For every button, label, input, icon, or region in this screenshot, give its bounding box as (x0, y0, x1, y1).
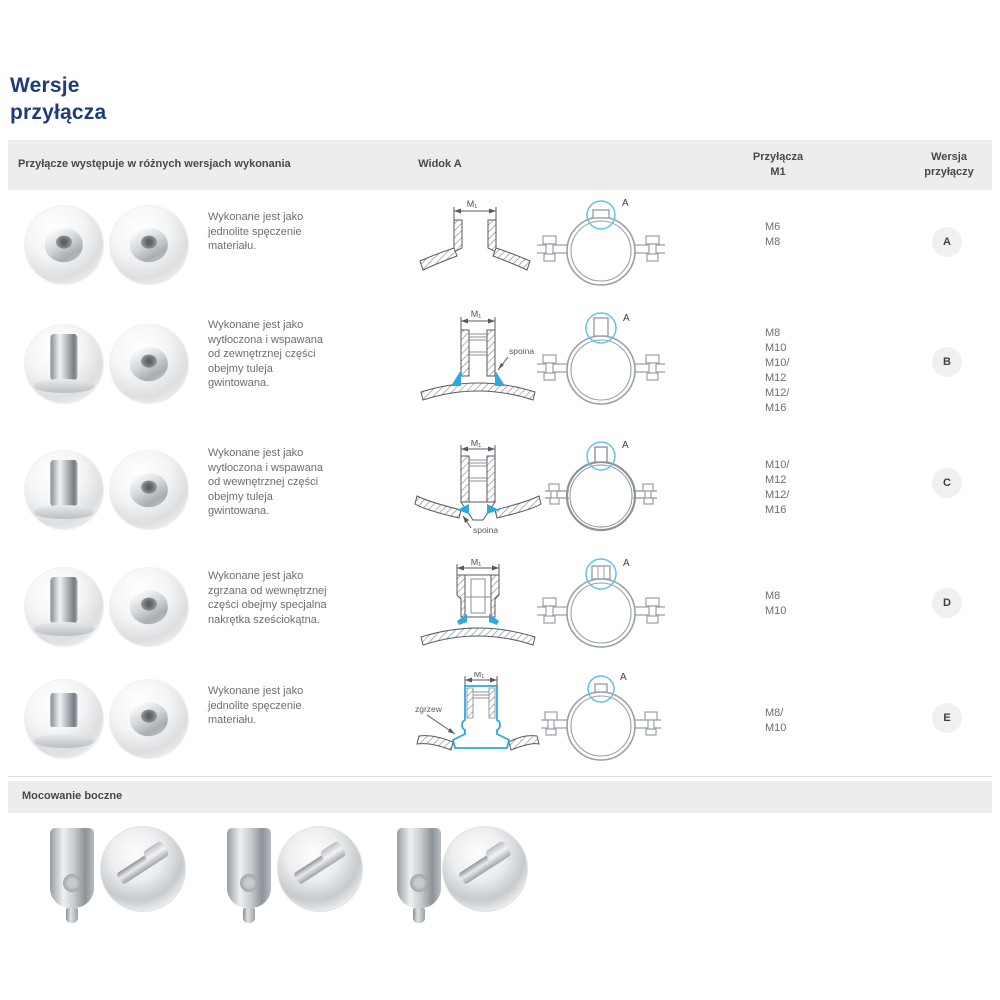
weld-label: spoina (473, 525, 499, 535)
product-photo (109, 450, 189, 530)
clamp-view-drawing (523, 668, 673, 768)
table-row-version-c (8, 428, 992, 554)
version-badge: D (932, 588, 962, 618)
clamp-detail-photo (100, 826, 186, 912)
view-marker: A (623, 313, 630, 324)
product-photo (24, 324, 104, 404)
thread-sizes: M8 M10 M10/ M12 M12/ M16 (765, 327, 790, 414)
side-mounting-photo-group (347, 824, 547, 944)
weld-label: spoina (509, 346, 535, 356)
view-marker: A (623, 558, 630, 569)
weld-mark (495, 370, 505, 386)
dim-label: M₁ (466, 199, 478, 209)
product-photo (24, 205, 104, 285)
version-badge: C (932, 468, 962, 498)
dim-label: M₁ (470, 310, 482, 319)
page-title (10, 72, 106, 126)
side-mounting-label: Mocowanie boczne (22, 790, 123, 802)
clamp-end-photo (227, 828, 271, 908)
clamp-view-drawing (523, 193, 673, 293)
page-title-line1: Wersje (10, 74, 80, 97)
table-header (8, 140, 992, 190)
page-title-line2: przyłącza (10, 101, 107, 124)
weld-label: zgrzew (415, 704, 442, 714)
product-photo (24, 567, 104, 647)
table-row-version-a (8, 190, 992, 301)
product-photo (109, 205, 189, 285)
weld-mark (451, 370, 461, 386)
table-row-version-b (8, 300, 992, 429)
thread-sizes: M10/ M12 M12/ M16 (765, 459, 790, 516)
view-marker: A (620, 672, 627, 683)
row-description: Wykonane jest jako zgrzana od wewnętrznej części obejmy specjalna nakrętka sześciokątna. (208, 570, 327, 626)
row-description: Wykonane jest jako wytłoczona i wspawana od wewnętrznej części obejmy tuleja gwintowana. (208, 447, 323, 517)
row-description: Wykonane jest jako wytłoczona i wspawana od zewnętrznej części obejmy tuleja gwintowana. (208, 319, 323, 389)
clamp-view-drawing (523, 555, 673, 655)
product-photo (109, 679, 189, 759)
view-marker: A (622, 440, 629, 451)
header-view-col: Widok A (418, 158, 462, 170)
dim-label: M₁ (470, 440, 482, 448)
version-badge: B (932, 347, 962, 377)
header-description-col: Przyłącze występuje w różnych wersjach wykonania (18, 158, 291, 170)
table-row-version-e (8, 662, 992, 777)
product-photo (24, 450, 104, 530)
thread-sizes: M6 M8 (765, 221, 781, 248)
version-badge: A (932, 227, 962, 257)
header-version-col: Wersja przyłączy (924, 151, 974, 178)
row-description: Wykonane jest jako jednolite spęczenie materiału. (208, 685, 304, 726)
thread-sizes: M8 M10 (765, 590, 787, 617)
view-marker: A (622, 198, 629, 209)
dim-label: M₁ (473, 672, 485, 679)
clamp-view-drawing (523, 312, 673, 412)
version-badge: E (932, 703, 962, 733)
side-mounting-header (8, 781, 992, 813)
thread-sizes: M8/ M10 (765, 707, 787, 734)
product-photo (24, 679, 104, 759)
clamp-end-photo (50, 828, 94, 908)
table-row-version-d (8, 553, 992, 663)
product-photo (109, 567, 189, 647)
header-thread-col: Przyłącza M1 (752, 151, 804, 178)
side-mounting-photo-group (0, 824, 200, 944)
clamp-end-photo (397, 828, 441, 908)
dim-label: M₁ (470, 559, 482, 567)
clamp-view-drawing (523, 438, 673, 538)
clamp-detail-photo (442, 826, 528, 912)
product-photo (109, 324, 189, 404)
row-description: Wykonane jest jako jednolite spęczenie materiału. (208, 211, 304, 252)
cross-section-drawing (416, 198, 536, 278)
